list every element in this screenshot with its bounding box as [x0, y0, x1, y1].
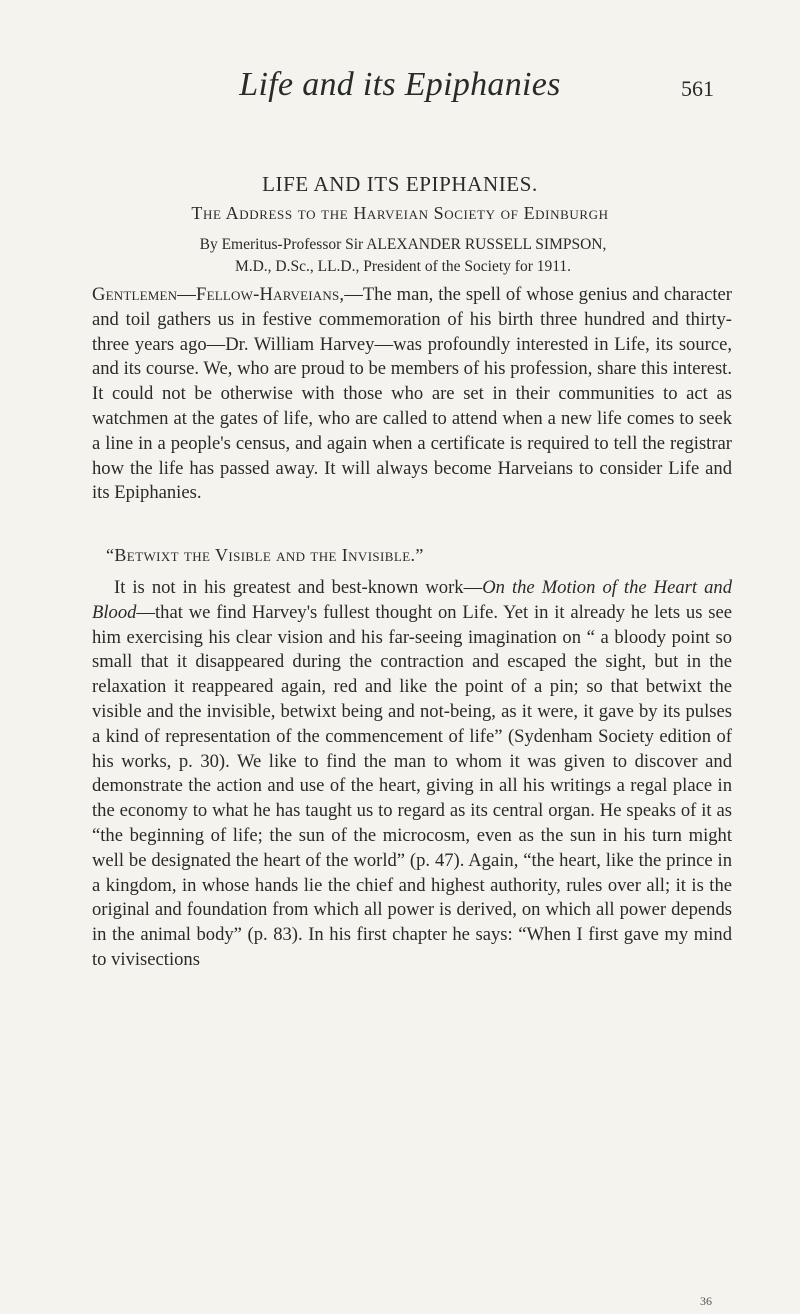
article-title: LIFE AND ITS EPIPHANIES. — [262, 172, 538, 196]
section-heading: “Betwixt the Visible and the Invisible.” — [106, 545, 424, 565]
paragraph-opening-text: —The man, the spell of whose genius and character and toil gathers us in festive commemoration of his birth three hundred and thirty-three years ago—Dr. William Harvey—was profoundly interested in Life, its source, and its course. We, who are proud to be members of his profession, share this interest. It could not be otherwise with those who are set in their communities to act as watchmen at the gates of life, who are called to attend when a new life comes to seek a line in a people's census, and again when a certificate is required to tell the registrar how the life has passed away. It will always become Harveians to consider Life and its Epiphanies. — [92, 284, 732, 504]
paragraph-harvey — [92, 576, 732, 973]
byline-author: By Emeritus-Professor Sir ALEXANDER RUSSELL SIMPSON, — [199, 236, 607, 253]
salutation: Gentlemen—Fellow-Harveians, — [92, 284, 345, 305]
running-head — [0, 66, 800, 106]
byline-credentials: M.D., D.Sc., LL.D., President of the Society for 1911. — [234, 258, 572, 275]
paragraph-opening — [92, 283, 732, 506]
article-subtitle: The Address to the Harveian Society of Edinburgh — [191, 203, 609, 223]
running-title: Life and its Epiphanies — [239, 66, 561, 103]
work-title: On the Motion of the Heart and Blood — [92, 577, 732, 623]
signature-mark: 36 — [700, 1294, 712, 1308]
paragraph-text-part1: It is not in his greatest and best-known work— — [114, 577, 483, 598]
page-number: 561 — [681, 76, 714, 101]
paragraph-text-part2: —that we find Harvey's fullest thought on Life. Yet in it already he lets us see him exercising his clear vision and his far-seeing imagination on “ a bloody point so small that it disappeared during the contraction and escaped the sight, but in the relaxation it reappeared again, red and like the point of a pin; so that betwixt the visible and the invisible, betwixt being and not-being, as it were, it gave by its pulses a kind of representation of the commencement of life” (Sydenham Society edition of his works, p. 30). We like to find the man to whom it was given to discover and demonstrate the action and use of the heart, giving in all his writings a regal place in the economy to what he has taught us to regard as its central organ. He speaks of it as “the beginning of life; the sun of the microcosm, even as the sun in his turn might well be designated the heart of the world” (p. 47). Again, “the heart, like the prince in a kingdom, in whose hands lie the chief and highest authority, rules over all; it is the original and foundation from which all power is derived, on which all power depends in the animal body” (p. 83). In his first chapter he says: “When I first gave my mind to vivisections — [92, 601, 732, 970]
byline — [75, 234, 731, 278]
